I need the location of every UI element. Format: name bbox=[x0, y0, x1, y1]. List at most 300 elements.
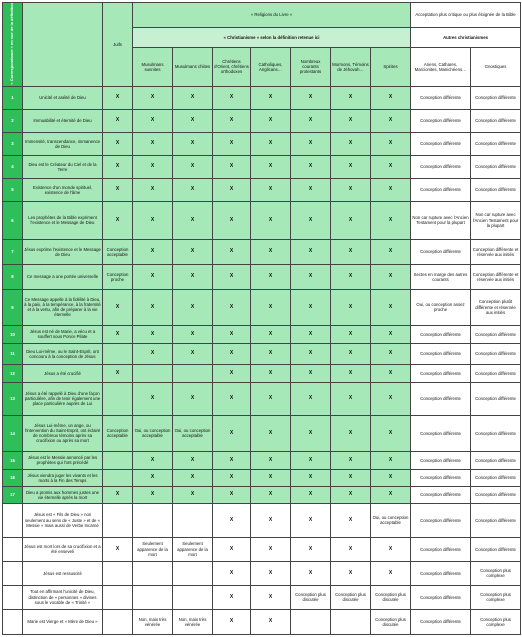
cell-value: Conception acceptable bbox=[103, 239, 133, 264]
autres-chretiens-header: Autres christianismes bbox=[411, 28, 521, 48]
cell-value: Conception différente bbox=[411, 486, 471, 503]
check-mark: X bbox=[213, 364, 251, 382]
check-mark: X bbox=[133, 109, 173, 132]
check-mark: X bbox=[173, 469, 213, 486]
check-mark: X bbox=[173, 178, 213, 201]
check-mark: X bbox=[103, 155, 133, 178]
row-statement: Immensité, transcendance, immanence de Dieu bbox=[23, 132, 103, 155]
col-header-musulmans-chiites: Musulmans chiites bbox=[173, 47, 213, 86]
row-statement: Jésus est mort lors de sa crucifixion et a été enseveli bbox=[23, 537, 103, 561]
check-mark: X bbox=[133, 343, 173, 364]
check-mark: X bbox=[331, 86, 371, 109]
table-row bbox=[3, 325, 521, 343]
check-mark: X bbox=[331, 132, 371, 155]
row-statement: Dieu est le Créateur du Ciel et de la Terre bbox=[23, 155, 103, 178]
cell-value: Conception différente bbox=[411, 343, 471, 364]
check-mark: X bbox=[251, 503, 291, 537]
cell-value: Conception différente bbox=[411, 382, 471, 415]
check-mark: X bbox=[371, 109, 411, 132]
cell-value: Oui, ou conception acceptable bbox=[133, 415, 173, 451]
check-mark: X bbox=[213, 86, 251, 109]
check-mark: X bbox=[103, 325, 133, 343]
check-mark: X bbox=[291, 178, 331, 201]
row-statement: Jésus a été rappelé à Dieu d'une façon particulière, afin de tenir également une place particulière auprès de Lui bbox=[23, 382, 103, 415]
table-row bbox=[3, 503, 521, 537]
check-mark: X bbox=[173, 86, 213, 109]
check-mark: X bbox=[173, 201, 213, 239]
cell-value: Conception plutôt différente et réservée aux initiés bbox=[471, 289, 521, 325]
check-mark: X bbox=[213, 469, 251, 486]
check-mark: X bbox=[251, 325, 291, 343]
table-row bbox=[3, 132, 521, 155]
col-header-gnostiques: Gnostiques bbox=[471, 47, 521, 86]
cell-value: Non, mais très vénérée bbox=[173, 609, 213, 634]
cell-value: Conception différente bbox=[411, 178, 471, 201]
row-number: 1 bbox=[3, 86, 23, 109]
check-mark: X bbox=[291, 239, 331, 264]
cell-value bbox=[103, 451, 133, 469]
row-statement: Unicité et aséité de Dieu bbox=[23, 86, 103, 109]
check-mark: X bbox=[133, 132, 173, 155]
row-statement: Jésus viendra juger les vivants et les morts à la Fin des Temps bbox=[23, 469, 103, 486]
check-mark: X bbox=[371, 132, 411, 155]
row-statement: Ce Message appelle à la fidélité à Dieu, à la paix, à la tempérance, à la fraternité et à la vertu, afin de préparer à la vie éternelle bbox=[23, 289, 103, 325]
check-mark: X bbox=[213, 239, 251, 264]
cell-value: Conception différente bbox=[471, 503, 521, 537]
cell-value: Conception différente bbox=[411, 585, 471, 609]
cell-value bbox=[331, 609, 371, 634]
check-mark: X bbox=[213, 382, 251, 415]
check-mark: X bbox=[371, 239, 411, 264]
check-mark: X bbox=[251, 109, 291, 132]
check-mark: X bbox=[371, 155, 411, 178]
check-mark: X bbox=[331, 264, 371, 289]
cell-value: Conception différente bbox=[411, 469, 471, 486]
check-mark: X bbox=[213, 343, 251, 364]
cell-value: Conception différente bbox=[411, 109, 471, 132]
cell-value bbox=[133, 585, 173, 609]
cell-value: Oui, ou conception acceptable bbox=[173, 415, 213, 451]
table-row bbox=[3, 469, 521, 486]
check-mark: X bbox=[291, 201, 331, 239]
cell-value: Conception différente bbox=[411, 451, 471, 469]
check-mark: X bbox=[331, 155, 371, 178]
cell-value: Conception différente bbox=[471, 364, 521, 382]
cell-value: Conception plus complexe bbox=[471, 585, 521, 609]
cell-value: Conception différente bbox=[471, 537, 521, 561]
check-mark: X bbox=[133, 325, 173, 343]
check-mark: X bbox=[331, 325, 371, 343]
row-statement: Les prophètes de la Bible expriment l'existence et le Message de Dieu bbox=[23, 201, 103, 239]
check-mark: X bbox=[251, 264, 291, 289]
col-header-catholiques: Catholiques, Anglicans… bbox=[251, 47, 291, 86]
check-mark: X bbox=[291, 561, 331, 585]
check-mark: X bbox=[103, 109, 133, 132]
check-mark: X bbox=[103, 364, 133, 382]
check-mark: X bbox=[213, 155, 251, 178]
col-header-spirites: Spirites bbox=[371, 47, 411, 86]
cell-value: Conception proche bbox=[103, 264, 133, 289]
check-mark: X bbox=[213, 325, 251, 343]
cell-value bbox=[103, 343, 133, 364]
cell-value bbox=[103, 585, 133, 609]
check-mark: X bbox=[173, 239, 213, 264]
check-mark: X bbox=[251, 364, 291, 382]
cell-value: Conception différente bbox=[411, 537, 471, 561]
check-mark: X bbox=[331, 109, 371, 132]
check-mark: X bbox=[173, 325, 213, 343]
check-mark: X bbox=[331, 469, 371, 486]
check-mark: X bbox=[291, 343, 331, 364]
cell-value bbox=[103, 469, 133, 486]
check-mark: X bbox=[251, 289, 291, 325]
check-mark: X bbox=[173, 109, 213, 132]
check-mark: X bbox=[291, 503, 331, 537]
check-mark: X bbox=[173, 486, 213, 503]
cell-value: Conception différente bbox=[411, 155, 471, 178]
check-mark: X bbox=[331, 289, 371, 325]
check-mark: X bbox=[213, 109, 251, 132]
table-row bbox=[3, 264, 521, 289]
check-mark: X bbox=[213, 264, 251, 289]
row-number bbox=[3, 585, 23, 609]
cell-value: Conception différente bbox=[471, 325, 521, 343]
table-row bbox=[3, 415, 521, 451]
cell-value: Conception différente bbox=[471, 86, 521, 109]
row-statement: Dieu Lui-même, ou le Saint-Esprit, ont concouru à la conception de Jésus bbox=[23, 343, 103, 364]
check-mark: X bbox=[331, 486, 371, 503]
row-statement: Jésus Lui-même, un ange, ou l'intervention du Saint-Esprit, ont éclairé de nombreux témoins après sa crucifixion ou après sa mort bbox=[23, 415, 103, 451]
check-mark: X bbox=[103, 86, 133, 109]
check-mark: X bbox=[371, 469, 411, 486]
check-mark: X bbox=[371, 86, 411, 109]
check-mark: X bbox=[371, 451, 411, 469]
check-mark: X bbox=[173, 451, 213, 469]
check-mark: X bbox=[213, 451, 251, 469]
table-row bbox=[3, 561, 521, 585]
check-mark: X bbox=[251, 609, 291, 634]
row-number bbox=[3, 503, 23, 537]
acceptation-header: Acceptation plus critique ou plus éloignée de la Bible bbox=[411, 3, 521, 28]
check-mark: X bbox=[103, 486, 133, 503]
cell-value bbox=[291, 609, 331, 634]
cell-value bbox=[173, 585, 213, 609]
cell-value: Oui, ou conception acceptable bbox=[371, 503, 411, 537]
check-mark: X bbox=[331, 415, 371, 451]
cell-value bbox=[173, 503, 213, 537]
check-mark: X bbox=[213, 537, 251, 561]
corner-header: « Correspondance » en vue de la définition bbox=[3, 3, 23, 87]
table-row bbox=[3, 155, 521, 178]
check-mark: X bbox=[133, 155, 173, 178]
check-mark: X bbox=[291, 364, 331, 382]
cell-value: Conception différente bbox=[411, 503, 471, 537]
check-mark: X bbox=[371, 343, 411, 364]
check-mark: X bbox=[371, 325, 411, 343]
check-mark: X bbox=[331, 503, 371, 537]
table-row bbox=[3, 343, 521, 364]
cell-value: Conception plus complexe bbox=[471, 561, 521, 585]
check-mark: X bbox=[371, 178, 411, 201]
cell-value bbox=[173, 364, 213, 382]
cell-value: Conception plus complexe bbox=[471, 609, 521, 634]
check-mark: X bbox=[213, 609, 251, 634]
check-mark: X bbox=[371, 264, 411, 289]
row-statement: Ce message a une portée universelle bbox=[23, 264, 103, 289]
row-statement: Tout en affirmant l'unicité de Dieu, distinction de « personnes » divines sous le vocable de « Trinité » bbox=[23, 585, 103, 609]
check-mark: X bbox=[133, 451, 173, 469]
cell-value: Conception différente bbox=[471, 178, 521, 201]
check-mark: X bbox=[251, 201, 291, 239]
row-number: 3 bbox=[3, 132, 23, 155]
table-row bbox=[3, 609, 521, 634]
cell-value: Non car rupture avec l'Ancien Testament pour la plupart bbox=[411, 201, 471, 239]
check-mark: X bbox=[133, 239, 173, 264]
row-statement: Marie est Vierge et « Mère de Dieu » bbox=[23, 609, 103, 634]
table-row bbox=[3, 201, 521, 239]
col-header-ariens: Ariens, Cathares, Marcionites, Manichéens… bbox=[411, 47, 471, 86]
cell-value: Conception différente bbox=[411, 609, 471, 634]
check-mark: X bbox=[213, 289, 251, 325]
cell-value bbox=[103, 561, 133, 585]
check-mark: X bbox=[133, 289, 173, 325]
check-mark: X bbox=[291, 109, 331, 132]
cell-value bbox=[133, 503, 173, 537]
cell-value: Conception différente bbox=[411, 239, 471, 264]
col-header-chretiens-orient: Chrétiens d'Orient, chrétiens orthodoxes bbox=[213, 47, 251, 86]
check-mark: X bbox=[213, 585, 251, 609]
cell-value bbox=[173, 561, 213, 585]
check-mark: X bbox=[331, 178, 371, 201]
check-mark: X bbox=[371, 289, 411, 325]
check-mark: X bbox=[291, 537, 331, 561]
comparison-table bbox=[2, 2, 521, 635]
check-mark: X bbox=[213, 486, 251, 503]
check-mark: X bbox=[213, 561, 251, 585]
check-mark: X bbox=[173, 382, 213, 415]
check-mark: X bbox=[103, 178, 133, 201]
row-statement: Jésus a été crucifié bbox=[23, 364, 103, 382]
check-mark: X bbox=[251, 451, 291, 469]
check-mark: X bbox=[173, 289, 213, 325]
cell-value: Seulement apparence de la mort bbox=[173, 537, 213, 561]
check-mark: X bbox=[331, 201, 371, 239]
check-mark: X bbox=[251, 239, 291, 264]
check-mark: X bbox=[173, 155, 213, 178]
table-row bbox=[3, 537, 521, 561]
check-mark: X bbox=[371, 382, 411, 415]
row-number bbox=[3, 561, 23, 585]
table-row bbox=[3, 585, 521, 609]
table-row bbox=[3, 289, 521, 325]
check-mark: X bbox=[213, 415, 251, 451]
row-number: 7 bbox=[3, 239, 23, 264]
check-mark: X bbox=[251, 155, 291, 178]
cell-value: Conception plus discutée bbox=[371, 585, 411, 609]
row-number: 6 bbox=[3, 201, 23, 239]
check-mark: X bbox=[291, 486, 331, 503]
row-number: 13 bbox=[3, 382, 23, 415]
cell-value: Non, mais très vénérée bbox=[133, 609, 173, 634]
cell-value bbox=[103, 382, 133, 415]
check-mark: X bbox=[331, 451, 371, 469]
check-mark: X bbox=[173, 132, 213, 155]
religions-du-livre-header: « Religions du Livre » bbox=[133, 3, 411, 28]
cell-value: Conception différente bbox=[411, 415, 471, 451]
cell-value: Conception différente bbox=[411, 325, 471, 343]
check-mark: X bbox=[173, 264, 213, 289]
row-number: 10 bbox=[3, 325, 23, 343]
cell-value bbox=[133, 561, 173, 585]
cell-value: Conception différente bbox=[471, 486, 521, 503]
statement-header bbox=[23, 3, 103, 87]
check-mark: X bbox=[251, 343, 291, 364]
row-number bbox=[3, 537, 23, 561]
check-mark: X bbox=[331, 382, 371, 415]
check-mark: X bbox=[291, 469, 331, 486]
check-mark: X bbox=[291, 289, 331, 325]
check-mark: X bbox=[331, 364, 371, 382]
check-mark: X bbox=[251, 382, 291, 415]
col-header-juifs: Juifs bbox=[103, 3, 133, 87]
table-row bbox=[3, 486, 521, 503]
check-mark: X bbox=[331, 561, 371, 585]
cell-value: Conception différente bbox=[411, 132, 471, 155]
check-mark: X bbox=[291, 132, 331, 155]
check-mark: X bbox=[371, 561, 411, 585]
table-row bbox=[3, 86, 521, 109]
row-statement: Dieu a promis aux hommes justes une vie éternelle après la mort bbox=[23, 486, 103, 503]
row-number: 17 bbox=[3, 486, 23, 503]
check-mark: X bbox=[371, 486, 411, 503]
cell-value: Conception différente bbox=[411, 561, 471, 585]
cell-value: Conception plus discutée bbox=[291, 585, 331, 609]
cell-value: Conception différente bbox=[411, 86, 471, 109]
row-number: 9 bbox=[3, 289, 23, 325]
check-mark: X bbox=[331, 343, 371, 364]
check-mark: X bbox=[371, 537, 411, 561]
check-mark: X bbox=[173, 343, 213, 364]
check-mark: X bbox=[133, 469, 173, 486]
cell-value bbox=[103, 503, 133, 537]
row-number: 12 bbox=[3, 364, 23, 382]
table-row bbox=[3, 451, 521, 469]
check-mark: X bbox=[133, 486, 173, 503]
row-statement: Existence d'un monde spirituel, existence de l'âme bbox=[23, 178, 103, 201]
col-header-protestants: Nombreux courants protestants bbox=[291, 47, 331, 86]
row-statement: Jésus est le Messie annoncé par les prophètes qui l'ont précédé bbox=[23, 451, 103, 469]
table-row bbox=[3, 382, 521, 415]
row-number: 8 bbox=[3, 264, 23, 289]
christianisme-header: « Christianisme » selon la définition retenue ici bbox=[133, 28, 411, 48]
check-mark: X bbox=[251, 86, 291, 109]
cell-value: Conception différente bbox=[471, 343, 521, 364]
check-mark: X bbox=[331, 239, 371, 264]
col-header-musulmans-sunnites: Musulmans sunnites bbox=[133, 47, 173, 86]
row-number: 2 bbox=[3, 109, 23, 132]
check-mark: X bbox=[251, 585, 291, 609]
check-mark: X bbox=[291, 451, 331, 469]
check-mark: X bbox=[251, 132, 291, 155]
row-number bbox=[3, 609, 23, 634]
row-number: 14 bbox=[3, 415, 23, 451]
check-mark: X bbox=[371, 201, 411, 239]
row-statement: Jésus exprime l'existence et le Message de Dieu bbox=[23, 239, 103, 264]
row-statement: Jésus est né de Marie, a vécu et a souffert sous Ponce Pilate bbox=[23, 325, 103, 343]
check-mark: X bbox=[213, 503, 251, 537]
cell-value: Non car rupture avec l'Ancien Testament pour la plupart bbox=[471, 201, 521, 239]
cell-value bbox=[103, 609, 133, 634]
check-mark: X bbox=[251, 537, 291, 561]
cell-value: Conception différente bbox=[471, 451, 521, 469]
check-mark: X bbox=[331, 537, 371, 561]
check-mark: X bbox=[133, 382, 173, 415]
table-row bbox=[3, 239, 521, 264]
row-number: 11 bbox=[3, 343, 23, 364]
cell-value: Seulement apparence de la mort bbox=[133, 537, 173, 561]
check-mark: X bbox=[371, 415, 411, 451]
check-mark: X bbox=[213, 201, 251, 239]
check-mark: X bbox=[133, 178, 173, 201]
cell-value: Conception acceptable bbox=[103, 415, 133, 451]
check-mark: X bbox=[291, 325, 331, 343]
check-mark: X bbox=[291, 86, 331, 109]
table-row bbox=[3, 109, 521, 132]
cell-value: Conception différente bbox=[471, 382, 521, 415]
check-mark: X bbox=[251, 469, 291, 486]
check-mark: X bbox=[133, 264, 173, 289]
row-statement: Jésus est « Fils de Dieu » non seulement au sens de « Juste » et de « Messie » mais aussi de Verbe Incarné bbox=[23, 503, 103, 537]
cell-value: Sectes en marge des autres courants bbox=[411, 264, 471, 289]
check-mark: X bbox=[103, 132, 133, 155]
check-mark: X bbox=[103, 201, 133, 239]
cell-value: Conception différente bbox=[471, 109, 521, 132]
check-mark: X bbox=[251, 561, 291, 585]
cell-value: Conception différente bbox=[411, 364, 471, 382]
check-mark: X bbox=[213, 178, 251, 201]
row-number: 15 bbox=[3, 451, 23, 469]
row-number: 5 bbox=[3, 178, 23, 201]
check-mark: X bbox=[291, 264, 331, 289]
row-number: 16 bbox=[3, 469, 23, 486]
table-row bbox=[3, 364, 521, 382]
check-mark: X bbox=[103, 537, 133, 561]
cell-value: Conception différente et réservée aux initiés bbox=[471, 239, 521, 264]
check-mark: X bbox=[291, 155, 331, 178]
check-mark: X bbox=[371, 364, 411, 382]
cell-value: Conception différente bbox=[471, 469, 521, 486]
cell-value: Conception différente bbox=[471, 155, 521, 178]
cell-value: Conception plus discutée bbox=[371, 609, 411, 634]
cell-value: Conception différente bbox=[471, 415, 521, 451]
check-mark: X bbox=[133, 201, 173, 239]
check-mark: X bbox=[251, 415, 291, 451]
check-mark: X bbox=[291, 382, 331, 415]
cell-value bbox=[133, 364, 173, 382]
check-mark: X bbox=[251, 486, 291, 503]
cell-value: Conception plus discutée bbox=[331, 585, 371, 609]
check-mark: X bbox=[291, 415, 331, 451]
cell-value: Conception différente et réservée aux initiés bbox=[471, 264, 521, 289]
check-mark: X bbox=[251, 178, 291, 201]
table-row bbox=[3, 178, 521, 201]
cell-value: Conception différente bbox=[471, 132, 521, 155]
check-mark: X bbox=[213, 132, 251, 155]
cell-value: Oui, ou conception assez proche bbox=[411, 289, 471, 325]
col-header-mormons: Mormons, Témoins de Jéhovah… bbox=[331, 47, 371, 86]
row-statement: Jésus est ressuscité bbox=[23, 561, 103, 585]
check-mark: X bbox=[103, 289, 133, 325]
